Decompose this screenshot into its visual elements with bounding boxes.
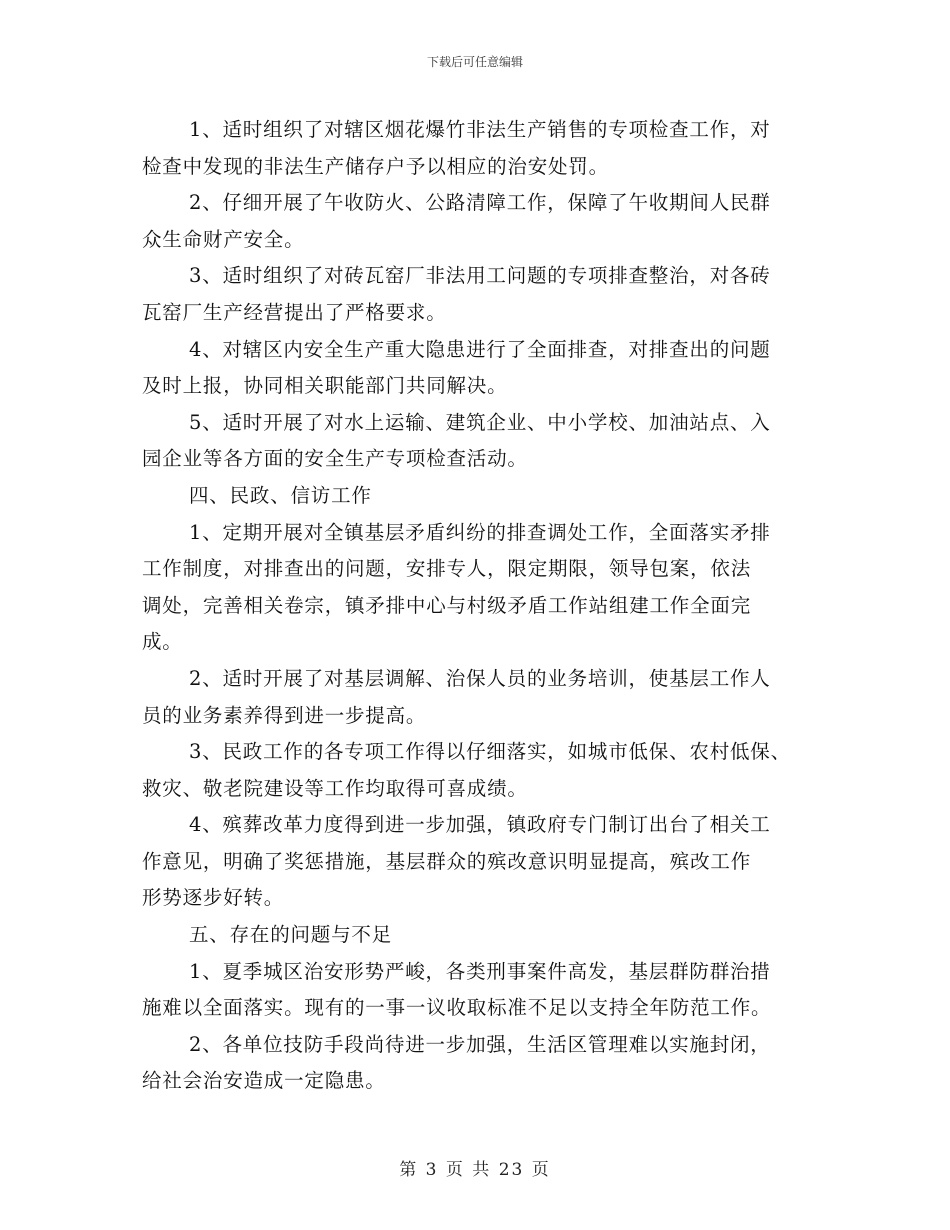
paragraph-line: 工作制度，对排查出的问题，安排专人，限定期限，领导包案，依法	[142, 557, 752, 581]
paragraph-line: 1、定期开展对全镇基层矛盾纠纷的排查调处工作，全面落实矛排	[189, 520, 771, 544]
paragraph-line: 2、各单位技防手段尚待进一步加强，生活区管理难以实施封闭，	[189, 1032, 771, 1056]
paragraph-line: 瓦窑厂生产经营提出了严格要求。	[142, 300, 447, 324]
paragraph-line: 4、殡葬改革力度得到进一步加强，镇政府专门制订出台了相关工	[189, 813, 771, 837]
paragraph-line: 园企业等各方面的安全生产专项检查活动。	[142, 447, 528, 471]
section-heading: 四、民政、信访工作	[189, 483, 372, 507]
paragraph-line: 1、适时组织了对辖区烟花爆竹非法生产销售的专项检查工作，对	[189, 118, 771, 141]
paragraph-line: 施难以全面落实。现有的一事一议收取标准不足以支持全年防范工作。	[142, 996, 772, 1020]
paragraph-line: 众生命财产安全。	[142, 227, 305, 251]
document-body	[142, 112, 832, 1100]
paragraph-line: 作意见，明确了奖惩措施，基层群众的殡改意识明显提高，殡改工作	[142, 849, 752, 873]
paragraph-line: 给社会治安造成一定隐患。	[142, 1069, 386, 1093]
paragraph-line: 1、夏季城区治安形势严峻，各类刑事案件高发，基层群防群治措	[189, 959, 771, 983]
paragraph-line: 救灾、敬老院建设等工作均取得可喜成绩。	[142, 776, 528, 800]
page-header: 下载后可任意编辑	[426, 55, 523, 69]
paragraph-line: 员的业务素养得到进一步提高。	[142, 703, 427, 727]
section-heading: 五、存在的问题与不足	[189, 923, 393, 947]
paragraph-line: 调处，完善相关卷宗，镇矛排中心与村级矛盾工作站组建工作全面完	[142, 593, 752, 617]
paragraph-line: 5、适时开展了对水上运输、建筑企业、中小学校、加油站点、入	[189, 410, 771, 434]
page-footer: 第 3 页 共 23 页	[399, 1160, 551, 1180]
paragraph-line: 检查中发现的非法生产储存户予以相应的治安处罚。	[142, 154, 609, 178]
paragraph-line: 4、对辖区内安全生产重大隐患进行了全面排查，对排查出的问题	[189, 337, 771, 361]
paragraph-line: 3、适时组织了对砖瓦窑厂非法用工问题的专项排查整治，对各砖	[189, 264, 771, 288]
paragraph-line: 形势逐步好转。	[142, 886, 285, 910]
paragraph-line: 2、适时开展了对基层调解、治保人员的业务培训，使基层工作人	[189, 666, 771, 690]
paragraph-line: 2、仔细开展了午收防火、公路清障工作，保障了午收期间人民群	[189, 191, 771, 215]
paragraph-line: 及时上报，协同相关职能部门共同解决。	[142, 374, 508, 398]
paragraph-line: 成。	[142, 630, 183, 654]
paragraph-line: 3、民政工作的各专项工作得以仔细落实，如城市低保、农村低保、	[189, 740, 791, 764]
